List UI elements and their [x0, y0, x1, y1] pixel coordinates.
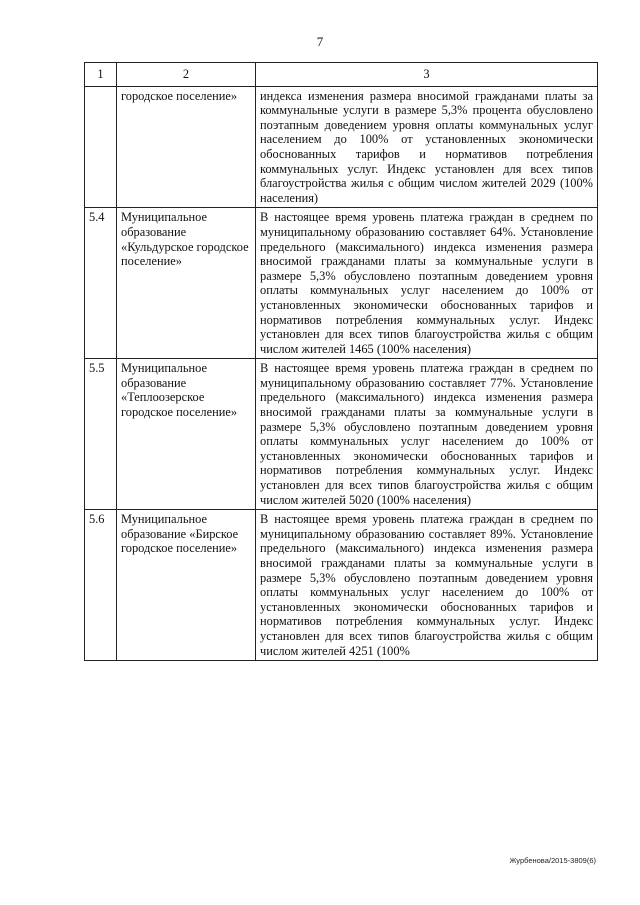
table-row [85, 86, 598, 208]
table-row [85, 359, 598, 510]
municipality-name: Муниципальное образование «Кульдурское городское поселение» [117, 208, 256, 359]
column-header-3: 3 [256, 63, 598, 87]
row-number: 5.4 [85, 208, 117, 359]
column-header-1: 1 [85, 63, 117, 87]
column-header-2: 2 [117, 63, 256, 87]
row-description: В настоящее время уровень платежа граждан в среднем по муниципальному образованию составляет 64%. Установление предельного (максимального) индекса изменения размера вносимой гражданами платы за коммунальные услуги в размере 5,3% обусловлено поэтапным доведением уровня оплаты коммунальных услуг населением до 100% от установленных экономически обоснованных тарифов и нормативов потребления коммунальных услуг. Индекс установлен для всех типов благоустройства жилья с общим числом жителей 1465 (100% населения) [256, 208, 598, 359]
table-row [85, 510, 598, 661]
row-number [85, 86, 117, 208]
row-description: В настоящее время уровень платежа граждан в среднем по муниципальному образованию составляет 89%. Установление предельного (максимального) индекса изменения размера вносимой гражданами платы за коммунальные услуги в размере 5,3% обусловлено поэтапным доведением уровня оплаты коммунальных услуг населением до 100% от установленных экономически обоснованных тарифов и нормативов потребления коммунальных услуг. Индекс установлен для всех типов благоустройства жилья с общим числом жителей 4251 (100% [256, 510, 598, 661]
row-number: 5.5 [85, 359, 117, 510]
table-header-row [85, 63, 598, 87]
tariff-index-table [84, 62, 598, 661]
page-number: 7 [316, 34, 324, 49]
row-description: индекса изменения размера вносимой гражданами платы за коммунальные услуги в размере 5,3% процента обусловлено поэтапным доведением уровня оплаты коммунальных услуг населением до 100% от установленных экономически обоснованных тарифов и нормативов потребления коммунальных услуг. Индекс установлен для всех типов благоустройства жилья с общим числом жителей 2029 (100% населения) [256, 86, 598, 208]
document-footer-reference: Журбенова/2015-3809(6) [509, 856, 596, 865]
municipality-name: Муниципальное образование «Теплоозерское городское поселение» [117, 359, 256, 510]
row-number: 5.6 [85, 510, 117, 661]
row-description: В настоящее время уровень платежа граждан в среднем по муниципальному образованию составляет 77%. Установление предельного (максимального) индекса изменения размера вносимой гражданами платы за коммунальные услуги в размере 5,3% обусловлено поэтапным доведением уровня оплаты коммунальных услуг населением до 100% от установленных экономически обоснованных тарифов и нормативов потребления коммунальных услуг. Индекс установлен для всех типов благоустройства жилья с общим числом жителей 5020 (100% населения) [256, 359, 598, 510]
table-row [85, 208, 598, 359]
municipality-name: городское поселение» [117, 86, 256, 208]
municipality-name: Муниципальное образование «Бирское городское поселение» [117, 510, 256, 661]
